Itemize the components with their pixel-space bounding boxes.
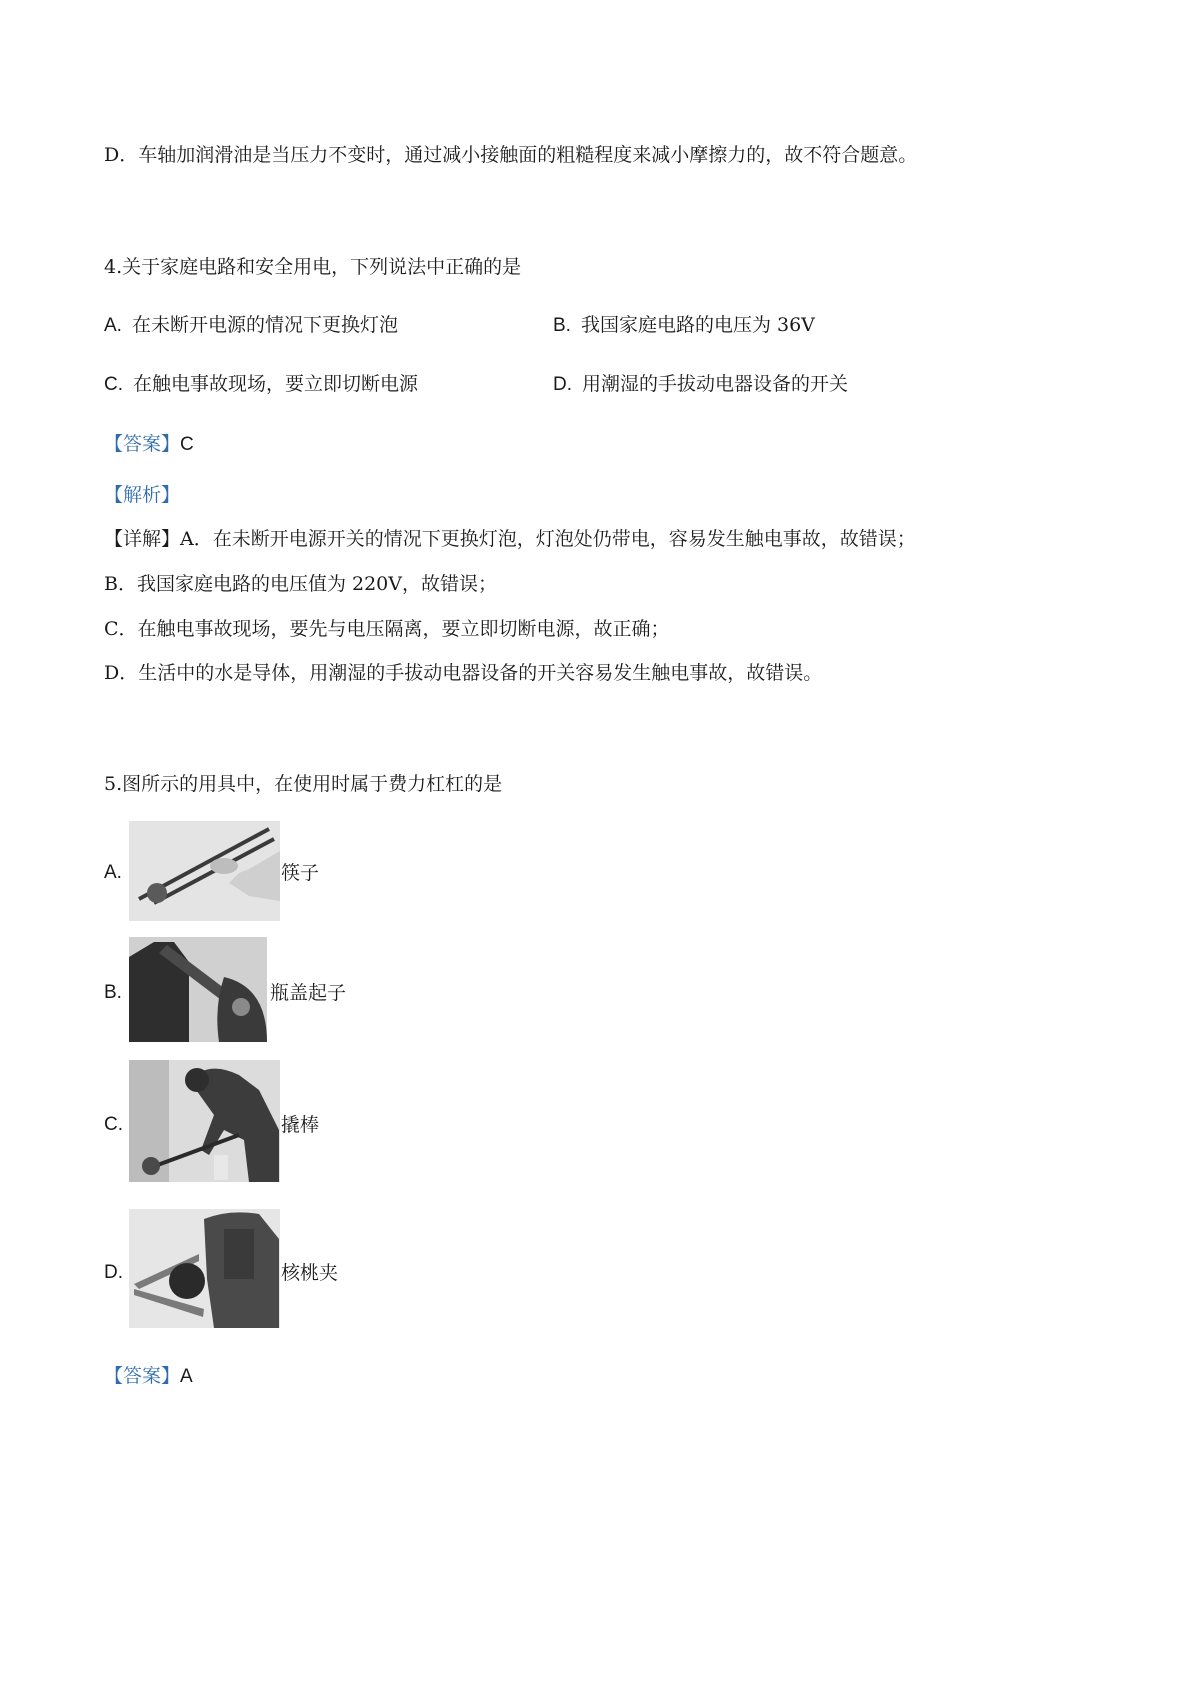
q5-option-caption: 核桃夹 [281,1262,339,1284]
q4-option-a [104,312,398,339]
q4-option-text: 在未断开电源的情况下更换灯泡 [131,314,398,336]
q4-option-text: 我国家庭电路的电压为 36V [580,314,815,336]
q5-option-letter: C. [104,1114,123,1135]
q5-option-letter: B. [104,982,122,1003]
q5-stem: 5.图所示的用具中，在使用时属于费力杠杠的是 [104,773,503,795]
q4-option-letter: B. [553,315,571,336]
answer-tag: 【答案】 [104,1365,181,1387]
q5-option-letter: D. [104,1262,123,1283]
answer-tag: 【答案】 [104,433,181,455]
q4-option-letter: D. [553,374,572,395]
bottle-opener-image [129,937,267,1042]
answer-value: A [180,1366,193,1387]
q4-option-letter: C. [104,374,123,395]
q4-option-d [553,371,848,398]
q4-option-letter: A. [104,315,122,336]
q5-option-caption: 筷子 [281,862,320,884]
q4-option-b [553,312,815,339]
q4-detail-line: C．在触电事故现场，要先与电压隔离，要立即切断电源，故正确； [104,618,670,640]
nutcracker-image [129,1209,280,1328]
q5-answer [104,1363,193,1390]
q5-option-caption: 撬棒 [281,1114,320,1136]
prev-answer-d-line: D．车轴加润滑油是当压力不变时，通过减小接触面的粗糙程度来减小摩擦力的，故不符合题意。 [104,144,918,166]
q4-option-text: 用潮湿的手拔动电器设备的开关 [582,373,849,395]
q5-option-caption: 瓶盖起子 [270,982,347,1004]
answer-value: C [180,434,194,455]
q4-analysis-tag [104,482,180,508]
q4-detail-line: B．我国家庭电路的电压值为 220V，故错误； [104,573,497,595]
analysis-tag: 【解析】 [104,484,181,506]
crowbar-image [129,1060,280,1182]
q4-option-c [104,371,418,398]
q4-detail-line: D．生活中的水是导体，用潮湿的手拔动电器设备的开关容易发生触电事故，故错误。 [104,662,823,684]
q4-answer [104,431,194,458]
q4-stem: 4.关于家庭电路和安全用电，下列说法中正确的是 [104,256,522,278]
q4-detail-line: 【详解】A．在未断开电源开关的情况下更换灯泡，灯泡处仍带电，容易发生触电事故，故错误； [104,528,916,550]
q4-option-text: 在触电事故现场，要立即切断电源 [133,373,419,395]
chopsticks-image [129,821,280,921]
q5-option-letter: A. [104,862,122,883]
